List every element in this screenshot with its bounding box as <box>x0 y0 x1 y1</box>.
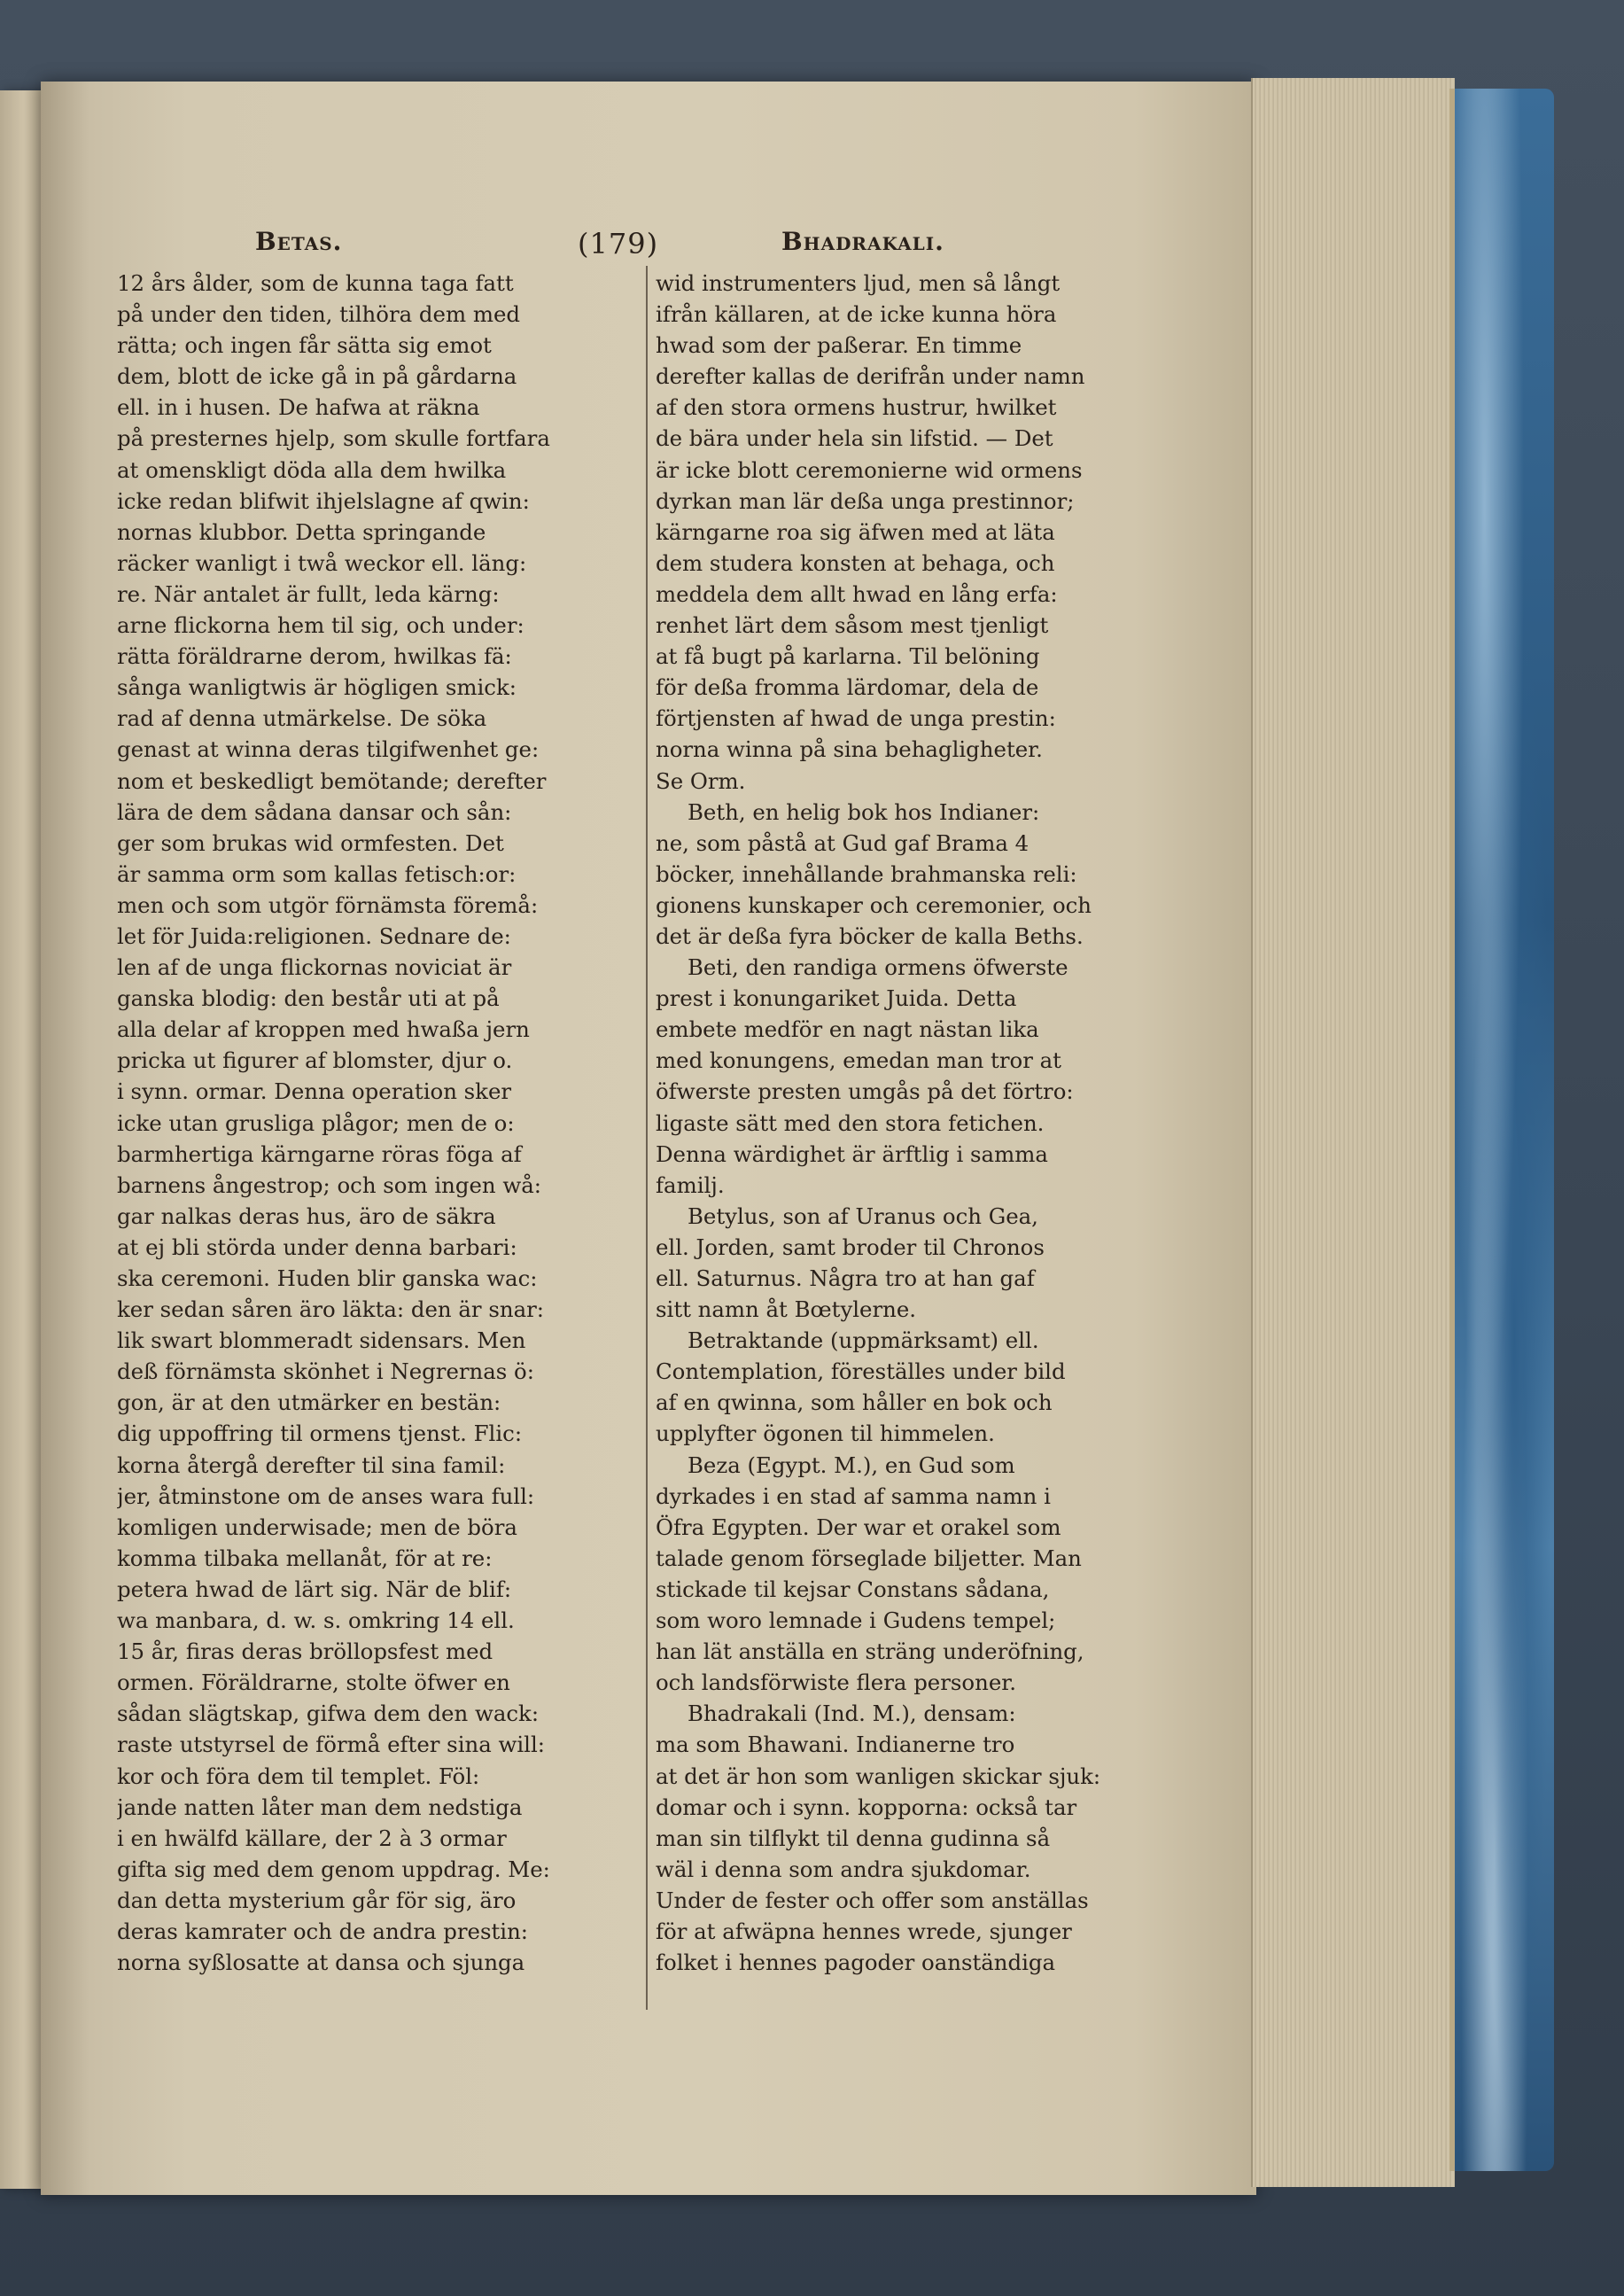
text-line: meddela dem allt hwad en lång erfa: <box>656 580 1058 607</box>
running-head-right: Bhadrakali. <box>781 227 944 256</box>
text-line: deß förnämsta skönhet i Negrernas ö: <box>117 1358 534 1385</box>
text-line: man sin tilflykt til denna gudinna så <box>656 1825 1051 1851</box>
text-line: Betylus, son af Uranus och Gea, <box>688 1202 1038 1229</box>
text-line: ormen. Föräldrarne, stolte öfwer en <box>117 1669 510 1696</box>
left-text-column <box>117 268 635 1978</box>
text-line: jande natten låter man dem nedstiga <box>117 1794 523 1820</box>
text-line: räcker wanligt i twå weckor ell. läng: <box>117 549 527 576</box>
text-line: Contemplation, föreställes under bild <box>656 1358 1066 1385</box>
page-number: (179) <box>578 227 659 261</box>
text-line: dem studera konsten at behaga, och <box>656 549 1055 576</box>
text-line: Beth, en helig bok hos Indianer: <box>688 798 1040 825</box>
text-line: Beza (Egypt. M.), en Gud som <box>688 1452 1015 1478</box>
text-line: derefter kallas de derifrån under namn <box>656 363 1085 390</box>
text-line: alla delar af kroppen med hwaßa jern <box>117 1016 530 1043</box>
text-line: nom et beskedligt bemötande; derefter <box>117 767 547 794</box>
text-line: och landsförwiste flera personer. <box>656 1669 1016 1696</box>
text-line: komma tilbaka mellanåt, för at re: <box>117 1545 493 1571</box>
text-line: på under den tiden, tilhöra dem med <box>117 301 521 328</box>
text-line: som woro lemnade i Gudens tempel; <box>656 1607 1056 1634</box>
text-line: är samma orm som kallas fetisch:or: <box>117 860 517 887</box>
text-line: Öfra Egypten. Der war et orakel som <box>656 1514 1061 1540</box>
text-line: ska ceremoni. Huden blir ganska wac: <box>117 1265 538 1291</box>
text-line: kor och föra dem til templet. Föl: <box>117 1763 480 1789</box>
text-line: Betraktande (uppmärksamt) ell. <box>688 1327 1039 1354</box>
text-line: ell. in i husen. De hafwa at räkna <box>117 394 480 421</box>
text-line: dig uppoffring til ormens tjenst. Flic: <box>117 1420 523 1447</box>
text-line: talade genom förseglade biljetter. Man <box>656 1545 1082 1571</box>
text-line: renhet lärt dem såsom mest tjenligt <box>656 612 1049 639</box>
text-line: dyrkan man lär deßa unga prestinnor; <box>656 487 1075 514</box>
text-line: 15 år, firas deras bröllopsfest med <box>117 1638 493 1665</box>
text-line: at det är hon som wanligen skickar sjuk: <box>656 1763 1101 1789</box>
right-text-column <box>656 268 1177 1978</box>
text-line: domar och i synn. kopporna: också tar <box>656 1794 1077 1820</box>
text-line: ma som Bhawani. Indianerne tro <box>656 1732 1015 1758</box>
text-line: Se Orm. <box>656 767 746 794</box>
text-line: ell. Saturnus. Några tro at han gaf <box>656 1265 1035 1291</box>
text-line: dem, blott de icke gå in på gårdarna <box>117 363 517 390</box>
text-line: förtjensten af hwad de unga prestin: <box>656 705 1056 732</box>
text-line: ger som brukas wid ormfesten. Det <box>117 829 504 856</box>
text-line: wid instrumenters ljud, men så långt <box>656 270 1061 296</box>
text-line: at få bugt på karlarna. Til belöning <box>656 643 1040 670</box>
text-line: det är deßa fyra böcker de kalla Beths. <box>656 922 1084 949</box>
text-line: re. När antalet är fullt, leda kärng: <box>117 580 500 607</box>
text-line: genast at winna deras tilgifwenhet ge: <box>117 736 540 763</box>
text-line: arne flickorna hem til sig, och under: <box>117 612 524 639</box>
text-line: stickade til kejsar Constans sådana, <box>656 1576 1050 1602</box>
page-fore-edge <box>1251 78 1455 2187</box>
text-line: folket i hennes pagoder oanständiga <box>656 1950 1056 1976</box>
text-line: ligaste sätt med den stora fetichen. <box>656 1109 1045 1136</box>
text-line: på presternes hjelp, som skulle fortfara <box>117 425 550 452</box>
text-line: dan detta mysterium går för sig, äro <box>117 1887 517 1913</box>
text-line: för deßa fromma lärdomar, dela de <box>656 674 1039 701</box>
text-line: icke redan blifwit ihjelslagne af qwin: <box>117 487 530 514</box>
text-line: gionens kunskaper och ceremonier, och <box>656 891 1092 918</box>
text-line: familj. <box>656 1171 725 1198</box>
text-line: Denna wärdighet är ärftlig i samma <box>656 1140 1048 1167</box>
text-line: rätta föräldrarne derom, hwilkas fä: <box>117 643 512 670</box>
text-line: korna återgå derefter til sina famil: <box>117 1452 506 1478</box>
text-line: hwad som der paßerar. En timme <box>656 332 1022 359</box>
text-line: barnens ångestrop; och som ingen wå: <box>117 1171 542 1198</box>
text-line: ganska blodig: den består uti at på <box>117 985 500 1012</box>
text-line: gifta sig med dem genom uppdrag. Me: <box>117 1856 550 1882</box>
text-line: lära de dem sådana dansar och sån: <box>117 798 512 825</box>
text-line: jer, åtminstone om de anses wara full: <box>117 1483 535 1509</box>
text-line: at ej bli störda under denna barbari: <box>117 1234 517 1260</box>
text-line: sådan slägtskap, gifwa dem den wack: <box>117 1701 540 1727</box>
text-line: at omenskligt döda alla dem hwilka <box>117 456 507 483</box>
text-line: lik swart blommeradt sidensars. Men <box>117 1327 526 1354</box>
text-line: sitt namn åt Bœtylerne. <box>656 1296 917 1323</box>
text-line: de bära under hela sin lifstid. — Det <box>656 425 1053 452</box>
text-line: ifrån källaren, at de icke kunna höra <box>656 301 1057 328</box>
text-line: norna winna på sina behagligheter. <box>656 736 1043 763</box>
text-line: gar nalkas deras hus, äro de säkra <box>117 1202 496 1229</box>
text-line: nornas klubbor. Detta springande <box>117 518 486 545</box>
text-line: rad af denna utmärkelse. De söka <box>117 705 487 732</box>
text-line: för at afwäpna hennes wrede, sjunger <box>656 1918 1072 1944</box>
text-line: prest i konungariket Juida. Detta <box>656 985 1017 1012</box>
text-line: ne, som påstå at Gud gaf Brama 4 <box>656 829 1030 856</box>
text-line: Under de fester och offer som anställas <box>656 1887 1089 1913</box>
text-line: af den stora ormens hustrur, hwilket <box>656 394 1057 421</box>
text-line: i en hwälfd källare, der 2 à 3 ormar <box>117 1825 507 1851</box>
text-line: wäl i denna som andra sjukdomar. <box>656 1856 1031 1882</box>
text-line: barmhertiga kärngarne röras föga af <box>117 1140 522 1167</box>
text-line: len af de unga flickornas noviciat är <box>117 954 512 981</box>
text-line: ell. Jorden, samt broder til Chronos <box>656 1234 1045 1260</box>
text-line: men och som utgör förnämsta föremå: <box>117 891 539 918</box>
text-line: petera hwad de lärt sig. När de blif: <box>117 1576 512 1602</box>
text-line: kärngarne roa sig äfwen med at läta <box>656 518 1055 545</box>
text-line: i synn. ormar. Denna operation sker <box>117 1078 512 1105</box>
marbled-cover-edge <box>1449 89 1554 2171</box>
text-line: med konungens, emedan man tror at <box>656 1047 1061 1074</box>
text-line: komligen underwisade; men de böra <box>117 1514 517 1540</box>
text-line: rätta; och ingen får sätta sig emot <box>117 332 492 359</box>
text-line: wa manbara, d. w. s. omkring 14 ell. <box>117 1607 515 1634</box>
text-line: Bhadrakali (Ind. M.), densam: <box>688 1701 1016 1727</box>
text-line: raste utstyrsel de förmå efter sina will: <box>117 1732 546 1758</box>
text-line: sånga wanligtwis är högligen smick: <box>117 674 517 701</box>
text-line: dyrkades i en stad af samma namn i <box>656 1483 1051 1509</box>
text-line: böcker, innehållande brahmanska reli: <box>656 860 1077 887</box>
text-line: af en qwinna, som håller en bok och <box>656 1389 1053 1416</box>
text-line: let för Juida:religionen. Sednare de: <box>117 922 511 949</box>
running-head-left: Betas. <box>255 227 343 256</box>
text-line: är icke blott ceremonierne wid ormens <box>656 456 1083 483</box>
text-line: öfwerste presten umgås på det förtro: <box>656 1078 1074 1105</box>
text-line: gon, är at den utmärker en bestän: <box>117 1389 501 1416</box>
text-line: norna syßlosatte at dansa och sjunga <box>117 1950 525 1976</box>
text-line: 12 års ålder, som de kunna taga fatt <box>117 270 514 296</box>
text-line: icke utan grusliga plågor; men de o: <box>117 1109 515 1136</box>
text-line: upplyfter ögonen til himmelen. <box>656 1420 995 1447</box>
running-head <box>255 227 1172 262</box>
text-line: deras kamrater och de andra prestin: <box>117 1918 528 1944</box>
text-line: embete medför en nagt nästan lika <box>656 1016 1039 1043</box>
text-line: pricka ut figurer af blomster, djur o. <box>117 1047 513 1074</box>
text-line: han lät anställa en sträng underöfning, <box>656 1638 1084 1665</box>
text-line: Beti, den randiga ormens öfwerste <box>688 954 1068 981</box>
column-divider <box>646 266 648 2010</box>
text-line: ker sedan såren äro läkta: den är snar: <box>117 1296 544 1323</box>
